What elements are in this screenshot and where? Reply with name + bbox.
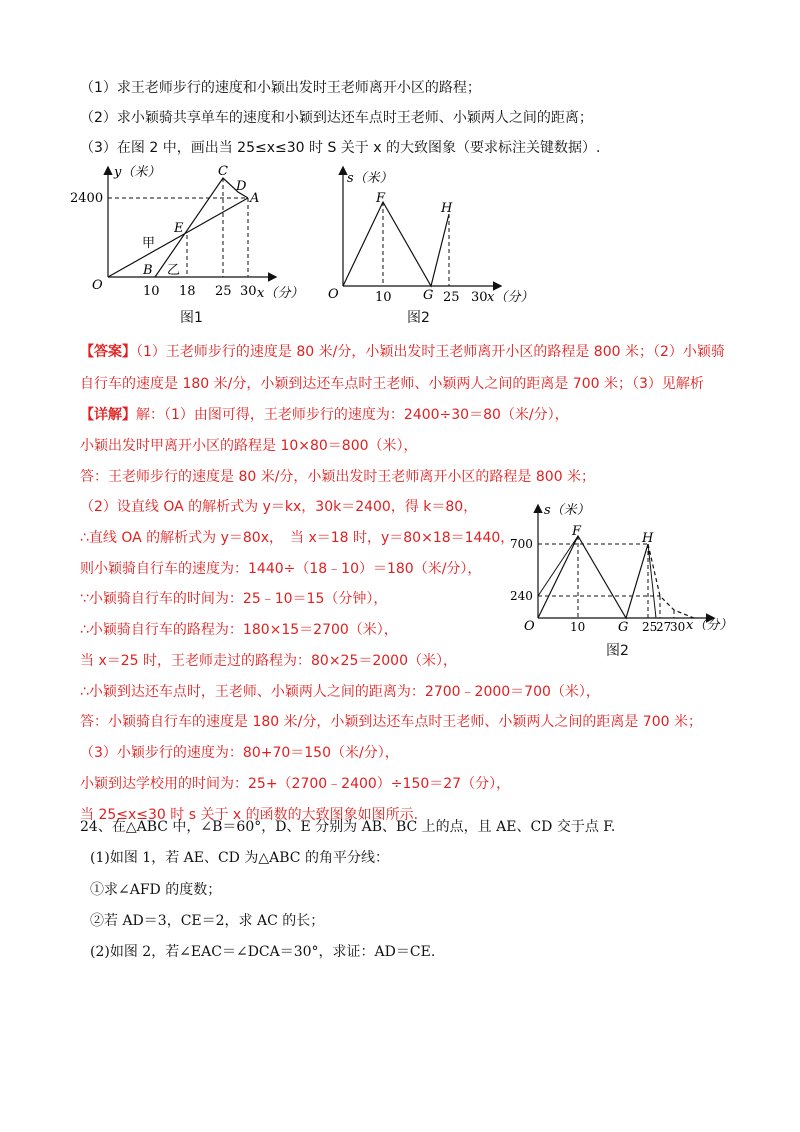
svg-text:240: 240 [510, 589, 533, 603]
figure-1-caption: 图1 [180, 310, 203, 326]
svg-text:G: G [618, 620, 629, 635]
detail-line-2: 小颖出发时甲离开小区的路程是 10×80＝800（米）， [80, 438, 418, 454]
problem-24-part-1b: ②若 AD＝3，CE＝2，求 AC 的长； [90, 913, 325, 929]
figure-2-x-label: x（分） [487, 290, 534, 305]
figure-2-y-label: s（米） [347, 171, 393, 186]
svg-text:F: F [376, 191, 386, 206]
svg-text:25: 25 [443, 290, 460, 305]
detail-line-4: （2）设直线 OA 的解析式为 y＝kx，30k＝2400，得 k＝80， [80, 499, 478, 515]
figure-1-x-label: x（分） [257, 286, 304, 301]
answer-tag: 【答案】 [80, 344, 136, 360]
figure-3-curve [538, 536, 648, 618]
answer-line-1: 【答案】（1）王老师步行的速度是 80 米/分，小颖出发时王老师离开小区的路程是 800 米；（2）小颖骑 [80, 344, 725, 360]
detail-line-3: 答：王老师步行的速度是 80 米/分，小颖出发时王老师离开小区的路程是 800 米； [80, 469, 596, 485]
figure-3-x-label: x（分） [686, 618, 733, 633]
svg-text:E: E [174, 221, 184, 236]
svg-text:30: 30 [240, 284, 257, 299]
svg-text:25: 25 [215, 284, 232, 299]
svg-text:10: 10 [570, 620, 586, 634]
answer-line-2: 自行车的速度是 180 米/分，小颖到达还车点时王老师、小颖两人之间的距离是 700 米；（3）见解析 [80, 376, 704, 392]
svg-text:700: 700 [510, 537, 533, 551]
figure-1-yi-label: 乙 [167, 263, 181, 278]
figure-3 [508, 500, 733, 660]
figure-2-curve [343, 202, 449, 286]
svg-text:30: 30 [471, 290, 488, 305]
figure-1-ytick: 2400 [70, 191, 104, 206]
svg-text:G: G [423, 288, 434, 303]
problem-24-part-2: (2)如图 2，若∠EAC＝∠DCA＝30°，求证：AD＝CE. [90, 944, 436, 960]
svg-text:A: A [250, 191, 260, 206]
figure-3-caption: 图2 [606, 643, 629, 659]
svg-text:H: H [642, 531, 654, 546]
svg-text:18: 18 [179, 284, 196, 299]
detail-tag: 【详解】 [80, 407, 136, 423]
detail-line-8: ∴小颖骑自行车的路程为：180×15＝2700（米）， [80, 622, 398, 638]
detail-line-6: 则小颖骑自行车的速度为：1440÷（18﹣10）＝180（米/分）， [80, 561, 482, 577]
detail-line-1: 【详解】解：（1）由图可得，王老师步行的速度为：2400÷30＝80（米/分）， [80, 407, 569, 423]
figure-3-y-label: s（米） [544, 503, 590, 518]
question-2: （2）求小颖骑共享单车的速度和小颖到达还车点时王老师、小颖两人之间的距离； [80, 110, 593, 126]
svg-text:B: B [143, 263, 153, 278]
figure-2 [325, 162, 535, 332]
problem-24-part-1a: ①求∠AFD 的度数； [90, 882, 222, 898]
figure-2-origin: O [328, 287, 339, 302]
detail-line-5: ∴直线 OA 的解析式为 y＝80x， 当 x＝18 时，y＝80×18＝1440， [80, 530, 515, 546]
detail-line-13: 小颖到达学校用的时间为：25+（2700﹣2400）÷150＝27（分）， [80, 776, 511, 792]
svg-text:10: 10 [375, 290, 392, 305]
figure-1-jia-label: 甲 [142, 236, 156, 251]
detail-line-10: ∴小颖到达还车点时，王老师、小颖两人之间的距离为：2700﹣2000＝700（米）， [80, 684, 600, 700]
svg-text:10: 10 [143, 284, 160, 299]
figure-1-origin: O [92, 278, 103, 293]
detail-line-7: ∵小颖骑自行车的时间为：25﹣10＝15（分钟）， [80, 591, 388, 607]
svg-text:25: 25 [642, 620, 658, 634]
detail-line-12: （3）小颖步行的速度为：80+70＝150（米/分）， [80, 745, 399, 761]
svg-text:27: 27 [656, 620, 672, 634]
figure-2-caption: 图2 [407, 310, 430, 326]
problem-24-stem: 24、在△ABC 中，∠B＝60°，D、E 分别为 AB、BC 上的点，且 AE、CD 交于点 F. [80, 819, 616, 835]
detail-line-11: 答：小颖骑自行车的速度是 180 米/分，小颖到达还车点时王老师、小颖两人之间的距离是 700 米； [80, 714, 702, 730]
detail-line-14: 当 25≤x≤30 时 s 关于 x 的函数的大致图象如图所示. [80, 807, 419, 823]
figure-3-origin: O [524, 619, 535, 634]
svg-text:30: 30 [670, 620, 686, 634]
figure-1-y-label: y（米） [114, 165, 161, 180]
svg-text:H: H [441, 201, 453, 216]
question-1: （1）求王老师步行的速度和小颖出发时王老师离开小区的路程； [80, 80, 481, 96]
svg-text:C: C [218, 164, 228, 179]
question-3: （3）在图 2 中，画出当 25≤x≤30 时 S 关于 x 的大致图象（要求标注关键数据）. [80, 140, 601, 156]
detail-line-9: 当 x＝25 时，王老师走过的路程为：80×25＝2000（米）， [80, 653, 457, 669]
problem-24-part-1: (1)如图 1，若 AE、CD 为△ABC 的角平分线： [90, 850, 389, 866]
svg-text:D: D [236, 179, 247, 194]
svg-text:F: F [572, 524, 582, 539]
